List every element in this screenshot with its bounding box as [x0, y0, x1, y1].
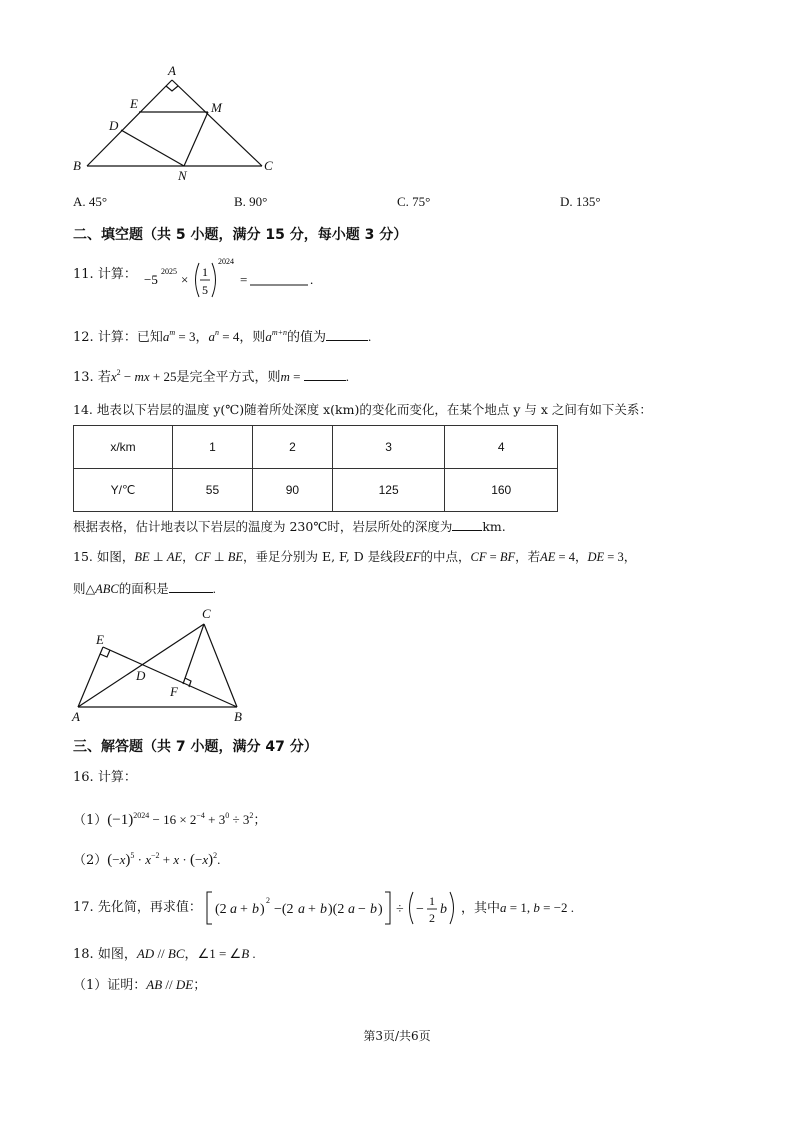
label-c: C	[202, 606, 211, 621]
q12-text-b: ，	[195, 330, 209, 345]
q12-number: 12.	[73, 330, 94, 345]
q12-text-a: 计算：已知	[97, 330, 163, 345]
label-a: A	[168, 63, 176, 78]
svg-text:2024: 2024	[218, 257, 234, 266]
table-cell: 55	[173, 469, 253, 512]
table-cell: 3	[332, 426, 445, 469]
svg-text:×: ×	[181, 272, 189, 287]
svg-text:+: +	[240, 902, 248, 917]
svg-text:)(2: )(2	[328, 902, 345, 917]
table-cell: 125	[332, 469, 445, 512]
segment-ab	[87, 80, 172, 166]
q14-after-b: km.	[482, 519, 506, 534]
svg-text:2025: 2025	[161, 267, 177, 276]
triangle-figure-1	[64, 58, 294, 188]
triangle-figure-2	[68, 604, 258, 730]
q16-number: 16.	[73, 770, 94, 785]
question-11	[73, 266, 137, 284]
svg-text:1: 1	[202, 265, 208, 279]
q11-expression	[144, 252, 324, 300]
label-f: F	[170, 684, 178, 699]
table-cell: 160	[445, 469, 558, 512]
q12-text-c: ，则	[239, 330, 266, 345]
q15-text-a: 如图，	[96, 549, 135, 564]
svg-text:a: a	[298, 902, 305, 917]
svg-text:b: b	[252, 902, 259, 917]
label-a: A	[72, 709, 80, 724]
label-e: E	[96, 632, 104, 647]
q14-text: 地表以下岩层的温度 y(℃)随着所处深度 x(km)的变化而变化，在某个地点 y 与 x 之间有如下关系：	[96, 402, 652, 417]
label-c: C	[264, 158, 273, 173]
q15-text-b: ，	[182, 549, 195, 564]
svg-text:b: b	[440, 902, 447, 917]
page-footer: 第3页/共6页	[363, 1029, 431, 1043]
label-e: E	[130, 96, 138, 111]
section-2-title: 二、填空题（共 5 小题，满分 15 分，每小题 3 分）	[73, 227, 408, 243]
option-a: A. 45°	[73, 194, 108, 209]
segment-mn	[184, 112, 208, 166]
svg-text:−: −	[358, 902, 366, 917]
table-cell: 90	[252, 469, 332, 512]
svg-text:−(2: −(2	[274, 902, 294, 917]
q15-text-c: ，垂足分别为 E, F, D 是线段	[243, 549, 406, 564]
segment-cf	[183, 624, 204, 684]
question-17	[73, 899, 202, 917]
q14-after-a: 根据表格，估计地表以下岩层的温度为 230℃时，岩层所处的深度为	[73, 519, 453, 534]
q11-prefix: 计算：	[97, 267, 137, 282]
q18-part-1: （1）证明：AB // DE；	[73, 977, 207, 993]
segment-ac	[172, 80, 262, 166]
svg-text:a: a	[348, 902, 355, 917]
label-b: B	[73, 158, 81, 173]
q13-number: 13.	[73, 370, 94, 385]
q12-text-d: 的值为	[287, 330, 327, 345]
q17-text-b: ，其中	[461, 901, 501, 916]
q18-number: 18.	[73, 947, 94, 962]
q15-text-d: 的中点，	[420, 549, 471, 564]
q14-number: 14.	[73, 402, 93, 417]
segment-ae	[78, 647, 103, 707]
svg-text:): )	[378, 902, 383, 917]
svg-text:2: 2	[429, 911, 435, 925]
question-12: 12. 计算：已知$a^m = 3$，$a^n = 4$，则$a^{m+n}$的值为 .	[73, 328, 372, 345]
option-b: B. 90°	[234, 194, 268, 209]
label-d: D	[136, 668, 146, 683]
q16-part-1-label: （1）	[73, 813, 108, 828]
table-cell: 2	[252, 426, 332, 469]
section-3-title: 三、解答题（共 7 小题，满分 47 分）	[73, 739, 318, 755]
q14-table	[73, 425, 558, 512]
q15-number: 15.	[73, 549, 93, 564]
q14-blank[interactable]	[452, 518, 482, 531]
label-m: M	[211, 100, 222, 115]
svg-text:−: −	[416, 902, 424, 917]
svg-text:2: 2	[266, 896, 270, 905]
svg-text:): )	[260, 902, 265, 917]
q14-followup	[73, 518, 506, 536]
svg-text:b: b	[370, 902, 377, 917]
table-row	[74, 469, 558, 512]
q13-text-b: 是完全平方式，则	[176, 370, 281, 385]
q16-part-2-label: （2）	[73, 853, 108, 868]
question-15-line-2: 则△ABC的面积是 .	[73, 581, 216, 596]
table-cell: 1	[173, 426, 253, 469]
option-c: C. 75°	[397, 194, 431, 209]
q16-text: 计算：	[97, 770, 137, 785]
segment-dn	[121, 130, 184, 166]
q18-text-a: 如图，	[97, 947, 137, 962]
option-d: D. 135°	[560, 194, 601, 209]
question-16	[73, 769, 137, 787]
svg-text:b: b	[320, 902, 327, 917]
table-cell: x/km	[74, 426, 173, 469]
question-18: 18. 如图，AD // BC，∠1 = ∠B .	[73, 946, 256, 962]
label-b: B	[234, 709, 242, 724]
q17-text-a: 先化简，再求值：	[97, 900, 202, 915]
svg-text:−5: −5	[144, 272, 158, 287]
svg-text:(2: (2	[215, 902, 227, 917]
label-n: N	[178, 168, 187, 183]
question-13: 13. 若$x^2$ − mx + 25是完全平方式，则m = .	[73, 368, 349, 385]
q16-part-1: $(1)(-1)^{2024} - 16 \times 2^{-4} + 3^0 \div 3^2$；	[73, 811, 267, 828]
q15-text-e: ，若	[515, 549, 541, 564]
svg-text:+: +	[308, 902, 316, 917]
label-d: D	[109, 118, 119, 133]
svg-text:a: a	[230, 902, 237, 917]
svg-text:=: =	[240, 272, 248, 287]
q15-text-h: 的面积是	[118, 581, 169, 596]
table-cell: 4	[445, 426, 558, 469]
q13-text-a: 若	[97, 370, 111, 385]
q15-blank[interactable]	[169, 580, 213, 593]
table-row	[74, 426, 558, 469]
q18-part-1-label: （1）证明：	[73, 978, 147, 993]
q12-blank[interactable]	[326, 328, 368, 341]
q15-text-g: 则△	[73, 581, 96, 596]
question-14	[73, 401, 652, 419]
question-15-line-1: 15. 如图，BE ⊥ AE，CF ⊥ BE，垂足分别为 E, F, D 是线段EF的中点，CF = BF，若AE = 4，DE = 3，	[73, 549, 637, 564]
svg-text:.: .	[310, 272, 314, 287]
q13-blank[interactable]	[304, 368, 346, 381]
right-angle-mark	[166, 86, 178, 91]
table-cell: Y/℃	[74, 469, 173, 512]
q16-part-2: $(2)(-x)^5 \cdot x^{-2} + x \cdot (-x)^2$.	[73, 851, 221, 868]
q11-number: 11.	[73, 267, 94, 282]
q17-condition: ，其中a = 1, b = −2 .	[461, 900, 575, 916]
q17-number: 17.	[73, 900, 94, 915]
svg-text:5: 5	[202, 283, 208, 297]
svg-text:÷: ÷	[396, 902, 404, 917]
q15-text-f: ，	[574, 549, 588, 564]
svg-text:1: 1	[429, 894, 435, 908]
